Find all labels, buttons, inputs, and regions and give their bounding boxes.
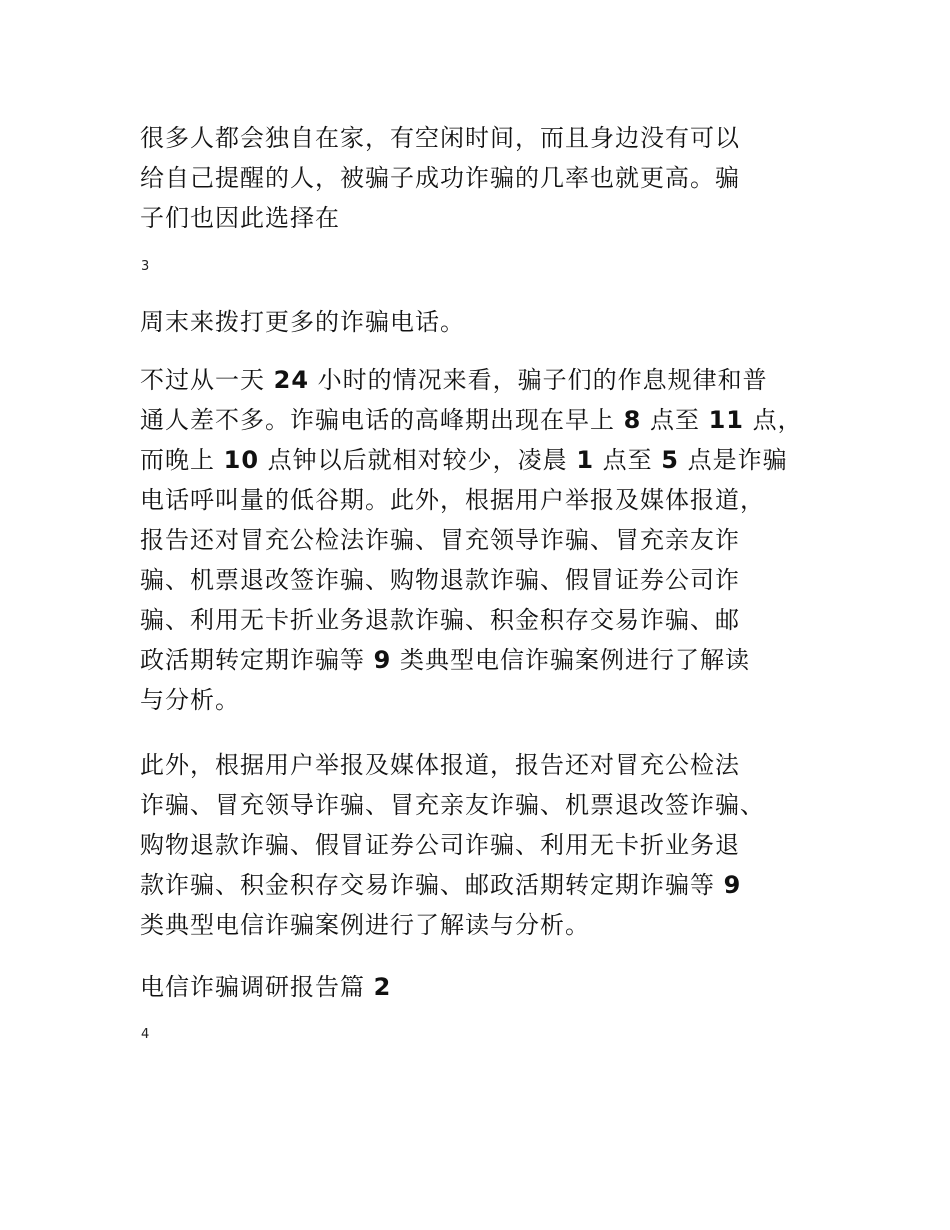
text-run: 而晚上	[140, 446, 224, 474]
number-24: 24	[273, 366, 310, 394]
text-line: 电话呼叫量的低谷期。此外，根据用户举报及媒体报道，	[140, 486, 765, 514]
text-run: 电信诈骗调研报告篇	[140, 973, 374, 1001]
text-run: 通人差不多。诈骗电话的高峰期出现在早上	[140, 406, 624, 434]
text-run: 类典型电信诈骗案例进行了解读	[391, 646, 750, 674]
number-9: 9	[723, 871, 742, 899]
paragraph-weekend	[140, 302, 465, 342]
page-number: 3	[141, 259, 150, 274]
text-line	[140, 400, 803, 440]
text-line: 报告还对冒充公检法诈骗、冒充领导诈骗、冒充亲友诈	[140, 526, 740, 554]
paragraph-daily-pattern	[140, 360, 803, 720]
text-line: 骗、机票退改签诈骗、购物退款诈骗、假冒证券公司诈	[140, 566, 740, 594]
text-run: 点钟以后就相对较少，凌晨	[259, 446, 577, 474]
text-run: 不过从一天	[140, 366, 274, 394]
number-5: 5	[661, 446, 679, 474]
text-line: 很多人都会独自在家，有空闲时间，而且身边没有可以	[140, 124, 740, 152]
text-line: 与分析。	[140, 686, 240, 714]
text-run: 政活期转定期诈骗等	[140, 646, 374, 674]
text-line: 给自己提醒的人，被骗子成功诈骗的几率也就更高。骗	[140, 164, 740, 192]
text-run: 点至	[641, 406, 709, 434]
number-11: 11	[708, 406, 745, 434]
heading-number: 2	[373, 973, 392, 1001]
text-run: 点是诈骗	[678, 446, 788, 474]
text-line	[140, 440, 803, 480]
paragraph-intro	[140, 118, 740, 238]
text-line: 购物退款诈骗、假冒证券公司诈骗、利用无卡折业务退	[140, 831, 740, 859]
paragraph-report-summary	[140, 745, 765, 945]
text-line: 骗、利用无卡折业务退款诈骗、积金积存交易诈骗、邮	[140, 606, 740, 634]
text-run: 款诈骗、积金积存交易诈骗、邮政活期转定期诈骗等	[140, 871, 724, 899]
text-line	[140, 360, 803, 400]
text-run: 点，	[744, 406, 803, 434]
number-8: 8	[623, 406, 642, 434]
text-line	[140, 865, 765, 905]
number-1: 1	[576, 446, 595, 474]
number-9: 9	[373, 646, 392, 674]
heading-text	[140, 967, 391, 1007]
text-line: 此外，根据用户举报及媒体报道，报告还对冒充公检法	[140, 751, 740, 779]
section-heading	[140, 967, 391, 1007]
text-run: 小时的情况来看，骗子们的作息规律和普	[309, 366, 768, 394]
number-10: 10	[223, 446, 260, 474]
text-line: 类典型电信诈骗案例进行了解读与分析。	[140, 911, 590, 939]
text-run: 点至	[594, 446, 662, 474]
text-line: 周末来拨打更多的诈骗电话。	[140, 308, 465, 336]
text-line: 诈骗、冒充领导诈骗、冒充亲友诈骗、机票退改签诈骗、	[140, 791, 765, 819]
text-line: 子们也因此选择在	[140, 204, 340, 232]
page-number: 4	[141, 1027, 150, 1042]
text-line	[140, 640, 803, 680]
